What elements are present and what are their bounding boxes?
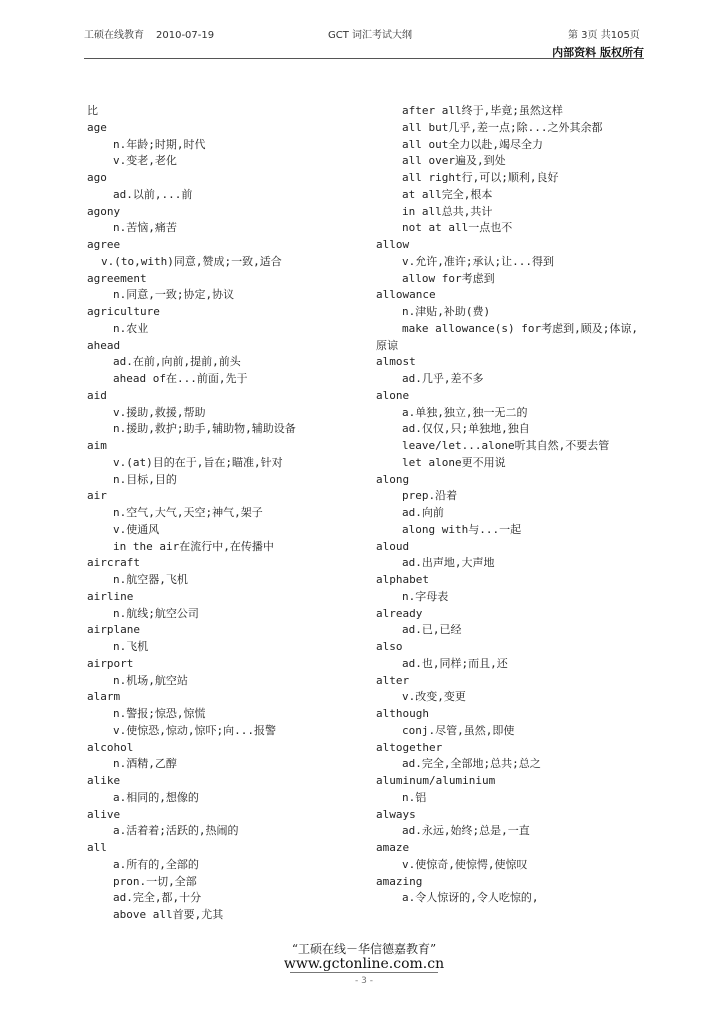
definition-line: ad.已,已经: [402, 623, 462, 637]
headword: amaze: [376, 841, 410, 854]
headword: 原谅: [376, 338, 398, 352]
definition-line: allow for考虑到: [402, 271, 495, 285]
headword: aid: [87, 388, 107, 402]
definition-line: ad.永远,始终;总是,一直: [402, 824, 530, 838]
definition-line: n.年龄;时期,时代: [113, 137, 206, 151]
definition-line: ad.以前,...前: [113, 187, 193, 201]
definition-line: v.变老,老化: [113, 154, 177, 168]
headword: amazing: [376, 874, 423, 888]
definition-line: n.字母表: [402, 589, 449, 603]
definition-line: v.(to,with)同意,赞成;一致,适合: [101, 254, 282, 268]
headword: air: [87, 489, 107, 503]
definition-line: ad.向前: [402, 506, 444, 519]
definition-line: a.相同的,想像的: [113, 790, 199, 804]
definition-line: n.机场,航空站: [113, 673, 188, 687]
definition-line: above all首要,尤其: [113, 908, 224, 921]
definition-line: at all完全,根本: [402, 187, 493, 201]
headword: airline: [87, 589, 134, 603]
header-page: 第 3页 共105页: [568, 30, 640, 41]
headword: airport: [87, 656, 134, 670]
headword: aloud: [376, 539, 410, 553]
headword: always: [376, 807, 416, 821]
definition-line: v.允许,准许;承认;让...得到: [402, 254, 554, 268]
definition-line: in all总共,共计: [402, 204, 493, 218]
headword: agree: [87, 238, 121, 251]
definition-line: n.酒精,乙醇: [113, 757, 177, 771]
definition-line: in the air在流行中,在传播中: [113, 539, 274, 553]
page-header: [84, 29, 644, 59]
headword: allowance: [376, 288, 436, 302]
definition-line: ad.仅仅,只;单独地,独自: [402, 422, 530, 436]
definition-line: after all终于,毕竟;虽然这样: [402, 104, 563, 117]
definition-line: a.单独,独立,独一无二的: [402, 405, 528, 419]
definition-line: pron.一切,全部: [113, 874, 197, 888]
headword: aircraft: [87, 556, 140, 570]
header-copyright: 内部资料 版权所有: [552, 46, 644, 59]
definition-line: all right行,可以;顺利,良好: [402, 171, 559, 184]
headword: agony: [87, 204, 121, 218]
definition-line: n.目标,目的: [113, 472, 177, 486]
definition-line: n.飞机: [113, 640, 149, 653]
definition-line: v.使惊奇,使惊愕,使惊叹: [402, 857, 528, 871]
footer-divider: [290, 972, 438, 973]
definition-line: ahead of在...前面,先于: [113, 372, 248, 385]
headword: all: [87, 841, 107, 854]
headword: almost: [376, 355, 416, 369]
header-title: GCT 词汇考试大纲: [328, 30, 413, 41]
definition-line: ad.也,同样;而且,还: [402, 656, 508, 670]
headword: 比: [87, 104, 98, 117]
headword: alike: [87, 774, 121, 787]
headword: aluminum/aluminium: [376, 774, 496, 787]
headword: along: [376, 472, 410, 486]
definition-line: v.改变,变更: [402, 690, 466, 704]
headword: allow: [376, 238, 410, 251]
headword: ago: [87, 171, 107, 184]
right-column: [376, 103, 676, 907]
definition-line: leave/let...alone听其自然,不要去管: [402, 439, 610, 452]
definition-line: n.津贴,补助(费): [402, 305, 491, 318]
definition-line: n.航线;航空公司: [113, 606, 199, 620]
definition-line: a.活着着;活跃的,热闹的: [113, 824, 239, 838]
headword: airplane: [87, 623, 140, 637]
definition-line: prep.沿着: [402, 489, 458, 503]
definition-line: v.使惊恐,惊动,惊吓;向...报警: [113, 723, 276, 737]
headword: aim: [87, 439, 107, 452]
definition-line: n.警报;惊恐,惊慌: [113, 707, 206, 720]
headword: agriculture: [87, 305, 160, 318]
definition-line: n.同意,一致;协定,协议: [113, 288, 235, 302]
headword: alter: [376, 673, 410, 687]
definition-line: ad.几乎,差不多: [402, 372, 484, 385]
footer-slogan: “工硕在线－华信德嘉教育”: [291, 942, 437, 956]
definition-line: all but几乎,差一点;除...之外其余都: [402, 120, 603, 134]
definition-line: ad.完全,都,十分: [113, 891, 202, 905]
definition-line: n.空气,大气,天空;神气,架子: [113, 506, 263, 519]
headword: also: [376, 640, 403, 653]
headword: alone: [376, 388, 410, 402]
definition-line: all out全力以赴,竭尽全力: [402, 137, 543, 151]
definition-line: let alone更不用说: [402, 455, 506, 469]
definition-line: n.航空器,飞机: [113, 573, 188, 586]
definition-line: v.(at)目的在于,旨在;瞄准,针对: [113, 455, 283, 469]
definition-line: make allowance(s) for考虑到,顾及;体谅,: [402, 321, 638, 335]
headword: alarm: [87, 690, 121, 704]
definition-line: v.援助,救援,帮助: [113, 405, 206, 419]
definition-line: n.苦恼,痛苦: [113, 221, 177, 235]
definition-line: not at all一点也不: [402, 221, 513, 235]
headword: alcohol: [87, 740, 134, 754]
definition-line: n.农业: [113, 321, 149, 335]
header-org: 工硕在线教育: [84, 30, 144, 41]
headword: alive: [87, 807, 121, 821]
definition-line: v.使通风: [113, 522, 160, 536]
definition-line: ad.在前,向前,提前,前头: [113, 355, 241, 369]
definition-line: ad.完全,全部地;总共;总之: [402, 757, 541, 771]
header-divider: [84, 58, 644, 59]
headword: already: [376, 606, 423, 620]
definition-line: a.令人惊讶的,令人吃惊的,: [402, 891, 539, 905]
headword: age: [87, 120, 107, 134]
left-column: [87, 103, 367, 924]
headword: although: [376, 707, 429, 720]
definition-line: n.铝: [402, 790, 427, 804]
definition-line: ad.出声地,大声地: [402, 556, 495, 570]
definition-line: all over遍及,到处: [402, 154, 506, 168]
headword: alphabet: [376, 573, 429, 586]
footer-url: www.gctonline.com.cn: [283, 956, 445, 972]
definition-line: n.援助,救护;助手,辅助物,辅助设备: [113, 422, 296, 436]
definition-line: conj.尽管,虽然,即使: [402, 723, 515, 737]
headword: altogether: [376, 740, 443, 754]
headword: ahead: [87, 338, 121, 352]
definition-line: a.所有的,全部的: [113, 857, 199, 871]
header-date: 2010-07-19: [156, 30, 215, 41]
footer-page-number: - 3 -: [355, 976, 373, 986]
definition-line: along with与...一起: [402, 522, 522, 536]
headword: agreement: [87, 271, 147, 285]
